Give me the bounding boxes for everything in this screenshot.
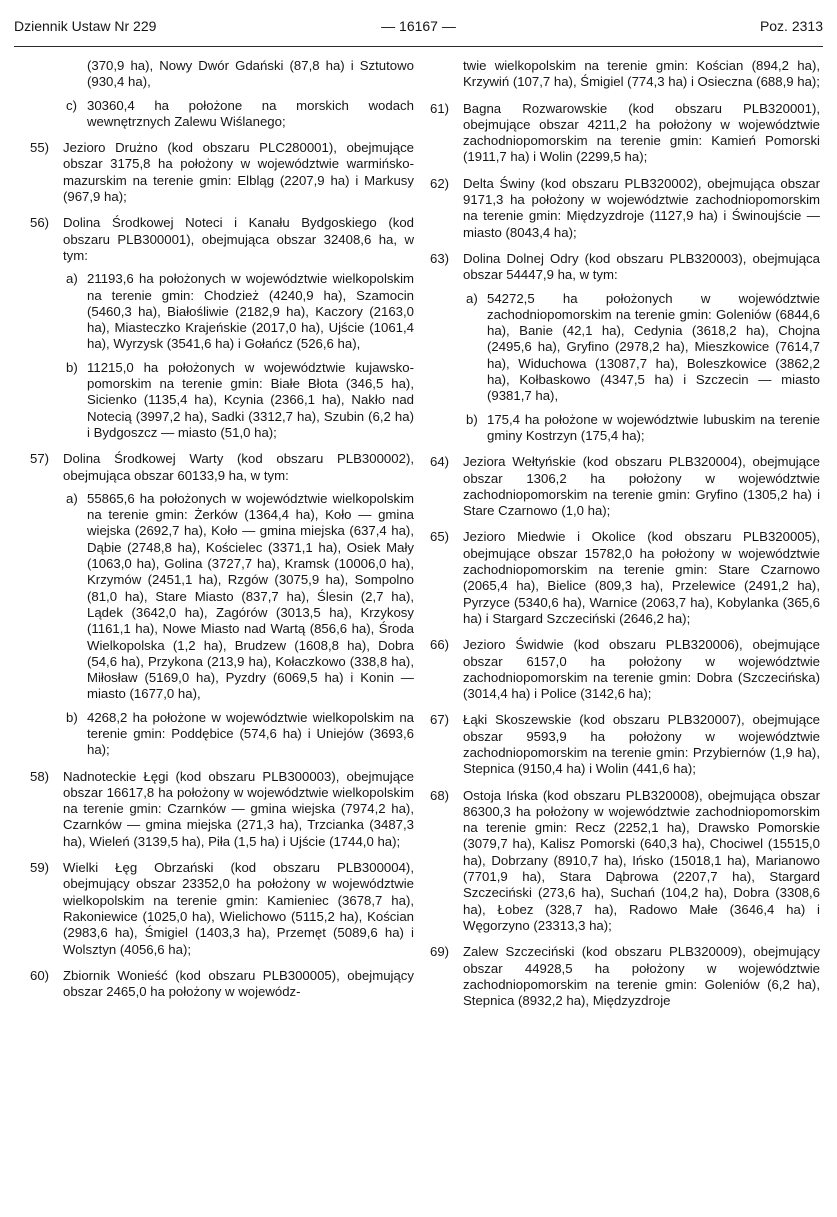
item-67	[430, 712, 820, 777]
subitem-text: 30360,4 ha położone na morskich wodach wewnętrznych Zalewu Wiślanego;	[87, 97, 414, 129]
subitem-label: b)	[66, 359, 78, 375]
item-56	[30, 215, 414, 441]
subitem-57b	[63, 710, 414, 759]
subitem-54c	[63, 98, 414, 131]
subitem-label: b)	[66, 709, 78, 725]
item-text: Dolina Dolnej Odry (kod obszaru PLB320003), obejmująca obszar 54447,9 ha, w tym:	[463, 250, 820, 283]
item-57	[30, 451, 414, 758]
item-58	[30, 769, 414, 850]
item-66	[430, 637, 820, 702]
item-number: 58)	[30, 768, 50, 784]
item-number: 62)	[430, 175, 450, 191]
subitem-text: (370,9 ha), Nowy Dwór Gdański (87,8 ha) i Sztutowo (930,4 ha),	[87, 58, 414, 90]
item-number: 60)	[30, 967, 50, 983]
item-61	[430, 101, 820, 166]
position-number: Poz. 2313	[759, 18, 823, 34]
item-text: Jezioro Drużno (kod obszaru PLC280001), obejmujące obszar 3175,8 ha położony w województwie warmińsko-mazurskim na terenie gmin: Elbląg (2207,9 ha) i Markusy (967,9 ha);	[63, 140, 414, 205]
subitem-text: 55865,6 ha położonych w województwie wielkopolskim na terenie gmin: Żerków (1364,4 ha), Koło — gmina wiejska (2692,7 ha), Koło — gmina miejska (637,4 ha), Dąbie (2748,8 ha), Kościelec (3371,1 ha), Osiek Mały (1063,0 ha), Golina (3727,7 ha), Kramsk (10006,0 ha), Krzymów (2451,1 ha), Rzgów (3075,9 ha), Sompolno (81,0 ha), Stare Miasto (837,7 ha), Ślesin (2,7 ha), Lądek (3642,0 ha), Zagórów (3013,5 ha), Krzykosy (1161,1 ha), Nowe Miasto nad Wartą (856,6 ha), Środa Wielkopolska (1,2 ha), Brudzew (1608,8 ha), Dobra (54,6 ha), Przykona (213,9 ha), Kołaczkowo (338,8 ha), Miłosław (5169,0 ha), Pyzdry (6069,5 ha) i Konin — miasto (1677,0 ha),	[87, 490, 414, 702]
item-65	[430, 529, 820, 627]
item-text: Ostoja Ińska (kod obszaru PLB320008), obejmująca obszar 86300,3 ha położony w województwie zachodniopomorskim na terenie gmin: Recz (2252,1 ha), Drawsko Pomorskie (3079,7 ha), Kalisz Pomorski (640,3 ha), Chociwel (15515,0 ha), Dobrzany (8910,7 ha), Ińsko (15018,1 ha), Marianowo (7701,9 ha), Stara Dąbrowa (2207,7 ha), Stargard Szczeciński (273,6 ha), Suchań (104,2 ha), Dobra (3308,6 ha), Łobez (328,7 ha), Radowo Małe (3646,4 ha) i Węgorzyno (23313,3 ha);	[463, 787, 820, 933]
item-text: Jezioro Świdwie (kod obszaru PLB320006), obejmujące obszar 6157,0 ha położony w województwie zachodniopomorskim na terenie gmin: Dobra (Szczecińska) (3014,4 ha) i Police (3142,6 ha);	[463, 637, 820, 702]
item-69	[430, 944, 820, 1009]
continued-item-54	[30, 58, 414, 130]
item-55	[30, 140, 414, 205]
item-text: Bagna Rozwarowskie (kod obszaru PLB320001), obejmujące obszar 4211,2 ha położony w województwie zachodniopomorskim na terenie gmin: Kamień Pomorski (1911,7 ha) i Wolin (2299,5 ha);	[463, 100, 820, 165]
subitem-63a	[463, 291, 820, 405]
right-column	[430, 58, 820, 1019]
subitem-text: 54272,5 ha położonych w województwie zachodniopomorskim na terenie gmin: Goleniów (6844,6 ha), Banie (42,1 ha), Cedynia (3618,2 ha), Chojna (2495,6 ha), Gryfino (2978,2 ha), Mieszkowice (7614,7 ha), Widuchowa (13087,7 ha), Boleszkowice (3862,2 ha), Kołbaskowo (4347,5 ha) i Szczecin — miasto (9381,7 ha),	[487, 290, 820, 404]
item-text: Zbiornik Wonieść (kod obszaru PLB300005), obejmujący obszar 2465,0 ha położony w wojewódz-	[63, 967, 414, 1000]
item-68	[430, 788, 820, 935]
subitem-label: a)	[66, 271, 78, 287]
page-header	[14, 6, 823, 47]
item-text: Wielki Łęg Obrzański (kod obszaru PLB300004), obejmujący obszar 23352,0 ha położony w województwie wielkopolskim na terenie gmin: Kamieniec (3678,7 ha), Rakoniewice (1025,0 ha), Wielichowo (5115,2 ha), Kościan (2983,6 ha), Śmigiel (1403,3 ha), Przemęt (5089,6 ha) i Wolsztyn (4056,6 ha);	[63, 860, 414, 957]
item-59	[30, 860, 414, 958]
item-60	[30, 968, 414, 1001]
item-text: Dolina Środkowej Noteci i Kanału Bydgoskiego (kod obszaru PLB300001), obejmująca obszar 32408,6 ha, w tym:	[63, 215, 414, 263]
item-number: 63)	[430, 250, 450, 266]
subitem-label: a)	[66, 490, 78, 506]
item-63	[430, 251, 820, 444]
subitem-text: 21193,6 ha położonych w województwie wielkopolskim na terenie gmin: Chodzież (4240,9 ha), Szamocin (5460,3 ha), Białośliwie (2182,9 ha), Kaczory (2163,0 ha), Miasteczko Krajeńskie (2017,0 ha), Ujście (1061,4 ha), Wyrzysk (3541,6 ha) i Gołańcz (526,6 ha),	[87, 271, 414, 352]
subitem-label: a)	[466, 290, 478, 306]
subitem-text: 4268,2 ha położone w województwie wielkopolskim na terenie gmin: Poddębice (574,6 ha) i Uniejów (3693,6 ha);	[87, 709, 414, 758]
item-text: twie wielkopolskim na terenie gmin: Kościan (894,2 ha), Krzywiń (107,7 ha), Śmigiel (774,3 ha) i Osieczna (688,9 ha);	[463, 58, 820, 90]
page-number: — 16167 —	[381, 18, 456, 34]
item-text: Jeziora Wełtyńskie (kod obszaru PLB320004), obejmujące obszar 1306,2 ha położony w województwie zachodniopomorskim na terenie gmin: Gryfino (1305,2 ha) i Stare Czarnowo (1,0 ha);	[463, 454, 820, 519]
item-number: 57)	[30, 451, 50, 467]
subitem-label: c)	[66, 97, 77, 113]
subitem-56a	[63, 271, 414, 352]
item-text: Delta Świny (kod obszaru PLB320002), obejmująca obszar 9171,3 ha położony w województwie zachodniopomorskim na terenie gmin: Międzyzdroje (1127,9 ha) i Świnoujście — miasto (8043,4 ha);	[463, 175, 820, 240]
subitem-54b-continued	[63, 58, 414, 91]
item-number: 56)	[30, 215, 50, 231]
item-number: 64)	[430, 454, 450, 470]
item-text: Łąki Skoszewskie (kod obszaru PLB320007), obejmujące obszar 9593,9 ha położony w województwie zachodniopomorskim na terenie gmin: Przybiernów (1,9 ha), Stepnica (9150,4 ha) i Wolin (441,6 ha);	[463, 712, 820, 777]
subitem-label: b)	[466, 411, 478, 427]
item-number: 68)	[430, 787, 450, 803]
item-text: Jezioro Miedwie i Okolice (kod obszaru PLB320005), obejmujące obszar 15782,0 ha położony w województwie zachodniopomorskim na terenie gmin: Stare Czarnowo (2065,4 ha), Bielice (809,3 ha), Przelewice (2491,2 ha), Pyrzyce (5340,6 ha), Warnice (2063,7 ha), Kobylanka (365,6 ha) i Stargard Szczeciński (2646,2 ha);	[463, 529, 820, 626]
item-text: Nadnoteckie Łęgi (kod obszaru PLB300003), obejmujące obszar 16617,8 ha położony w województwie wielkopolskim na terenie gmin: Czarnków — gmina wiejska (7974,2 ha), Czarnków — gmina miejska (271,3 ha), Trzcianka (3487,3 ha), Wieleń (3139,5 ha), Piła (1,5 ha) i Ujście (1744,0 ha);	[63, 768, 414, 849]
item-number: 69)	[430, 944, 450, 960]
item-number: 66)	[430, 637, 450, 653]
item-number: 61)	[430, 100, 450, 116]
item-64	[430, 454, 820, 519]
item-text: Dolina Środkowej Warty (kod obszaru PLB300002), obejmująca obszar 60133,9 ha, w tym:	[63, 451, 414, 483]
item-number: 67)	[430, 712, 450, 728]
journal-title: Dziennik Ustaw Nr 229	[14, 18, 157, 34]
continued-item-60	[430, 58, 820, 91]
subitem-63b	[463, 412, 820, 445]
subitem-57a	[63, 491, 414, 703]
item-text: Zalew Szczeciński (kod obszaru PLB320009), obejmujący obszar 44928,5 ha położony w województwie zachodniopomorskim na terenie gmin: Goleniów (6,2 ha), Stepnica (8932,2 ha), Międzyzdroje	[463, 944, 820, 1009]
item-62	[430, 176, 820, 241]
left-column	[30, 58, 414, 1010]
item-number: 59)	[30, 860, 50, 876]
item-number: 65)	[430, 529, 450, 545]
subitem-text: 11215,0 ha położonych w województwie kujawsko-pomorskim na terenie gmin: Białe Błota (346,5 ha), Sicienko (1135,4 ha), Kcynia (2366,1 ha), Nakło nad Notecią (3997,2 ha), Sadki (3312,7 ha), Szubin (6,2 ha) i Bydgoszcz — miasto (51,0 ha);	[87, 359, 414, 440]
item-number: 55)	[30, 140, 50, 156]
subitem-text: 175,4 ha położone w województwie lubuskim na terenie gminy Kostrzyn (175,4 ha);	[487, 411, 820, 443]
subitem-56b	[63, 360, 414, 441]
